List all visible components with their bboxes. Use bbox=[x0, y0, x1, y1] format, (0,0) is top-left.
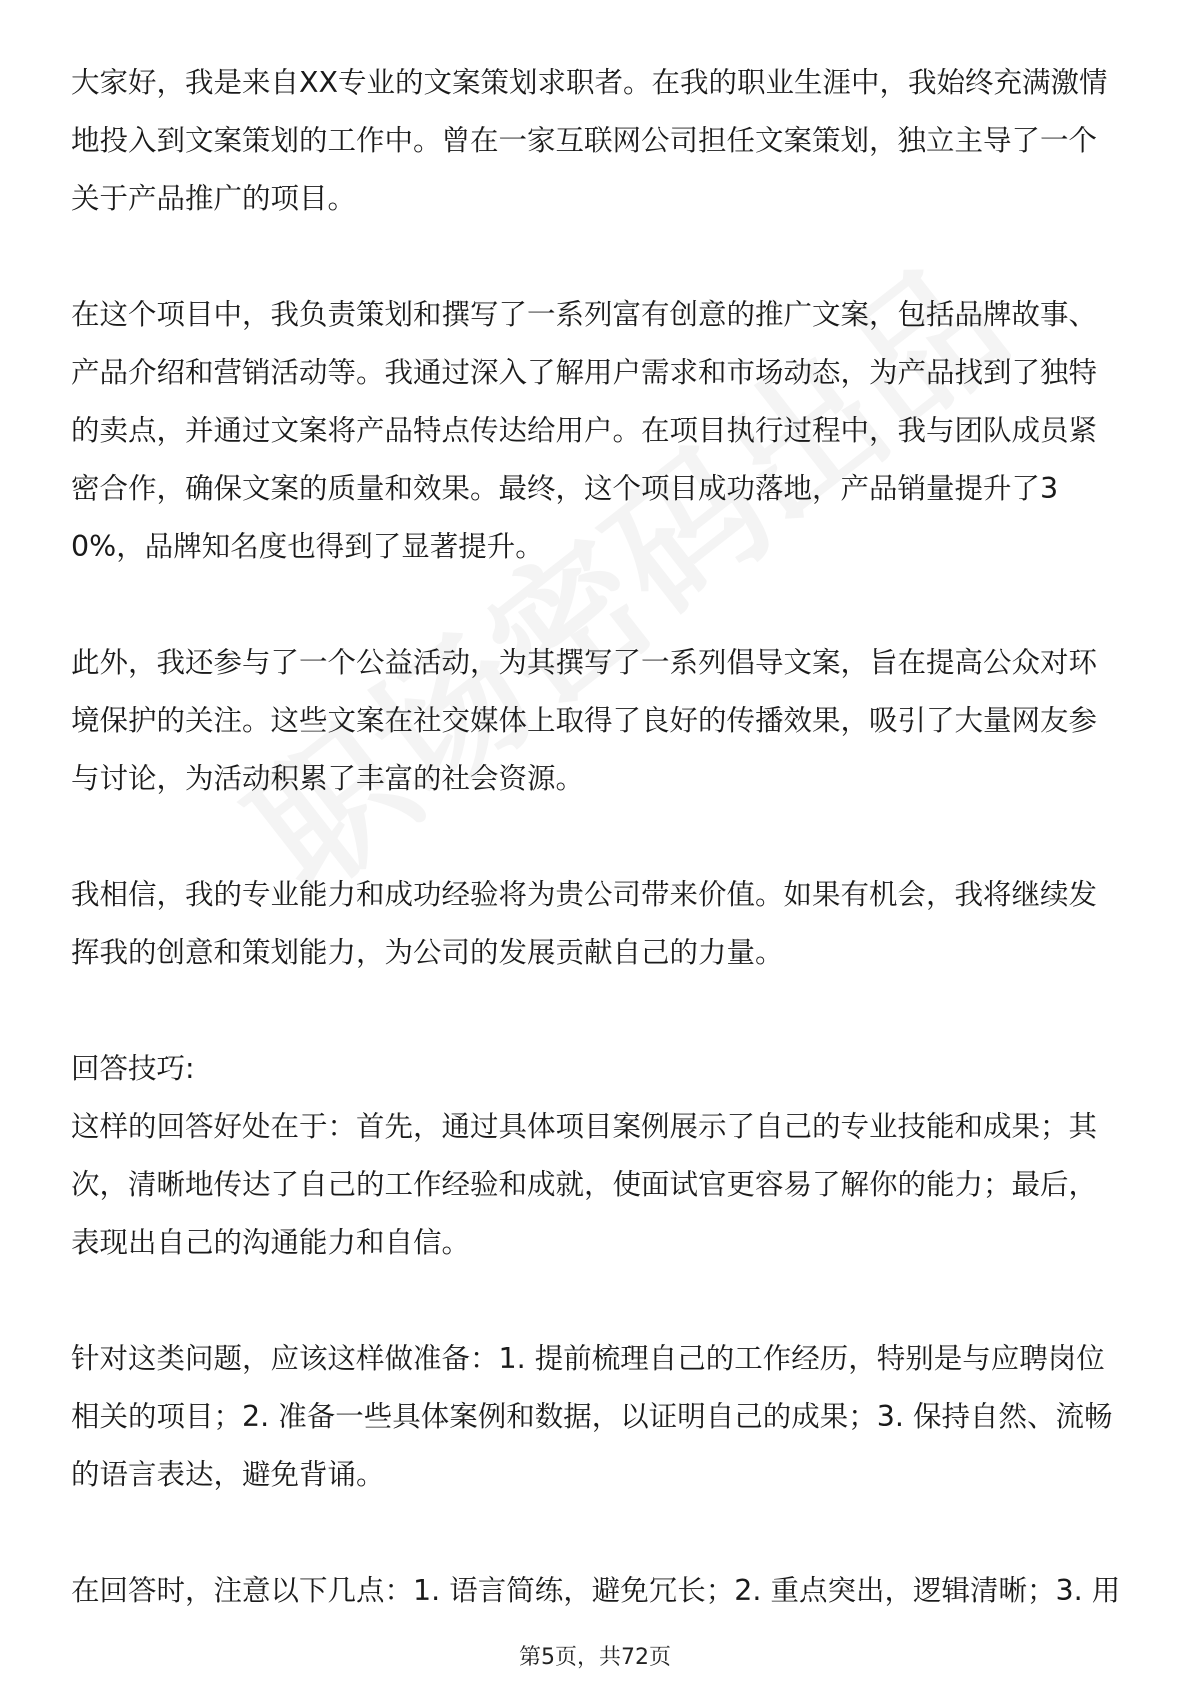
paragraph-project: 在这个项目中，我负责策划和撰写了一系列富有创意的推广文案，包括品牌故事、产品介绍和营销活动等。我通过深入了解用户需求和市场动态，为产品找到了独特的卖点，并通过文案将产品特点传达给用户。在项目执行过程中，我与团队成员紧密合作，确保文案的质量和效果。最终，这个项目成功落地，产品销量提升了30%，品牌知名度也得到了显著提升。 bbox=[71, 298, 1098, 563]
paragraph-closing: 我相信，我的专业能力和成功经验将为贵公司带来价值。如果有机会，我将继续发挥我的创意和策划能力，为公司的发展贡献自己的力量。 bbox=[71, 878, 1098, 969]
document-body bbox=[71, 54, 1121, 1620]
tips-body: 这样的回答好处在于：首先，通过具体项目案例展示了自己的专业技能和成果；其次，清晰地传达了自己的工作经验和成就，使面试官更容易了解你的能力；最后，表现出自己的沟通能力和自信。 bbox=[71, 1110, 1098, 1259]
answer-notes-paragraph: 在回答时，注意以下几点：1. 语言简练，避免冗长；2. 重点突出，逻辑清晰；3. 用 bbox=[71, 1574, 1121, 1607]
page-number: 第5页，共72页 bbox=[519, 1645, 671, 1670]
paragraph-intro: 大家好，我是来自XX专业的文案策划求职者。在我的职业生涯中，我始终充满激情地投入到文案策划的工作中。曾在一家互联网公司担任文案策划，独立主导了一个关于产品推广的项目。 bbox=[71, 66, 1108, 215]
tips-heading: 回答技巧: bbox=[71, 1052, 195, 1085]
paragraph-charity: 此外，我还参与了一个公益活动，为其撰写了一系列倡导文案，旨在提高公众对环境保护的关注。这些文案在社交媒体上取得了良好的传播效果，吸引了大量网友参与讨论，为活动积累了丰富的社会资源。 bbox=[71, 646, 1098, 795]
preparation-paragraph: 针对这类问题，应该这样做准备：1. 提前梳理自己的工作经历，特别是与应聘岗位相关的项目；2. 准备一些具体案例和数据，以证明自己的成果；3. 保持自然、流畅的语言表达，避免背诵。 bbox=[71, 1342, 1113, 1491]
